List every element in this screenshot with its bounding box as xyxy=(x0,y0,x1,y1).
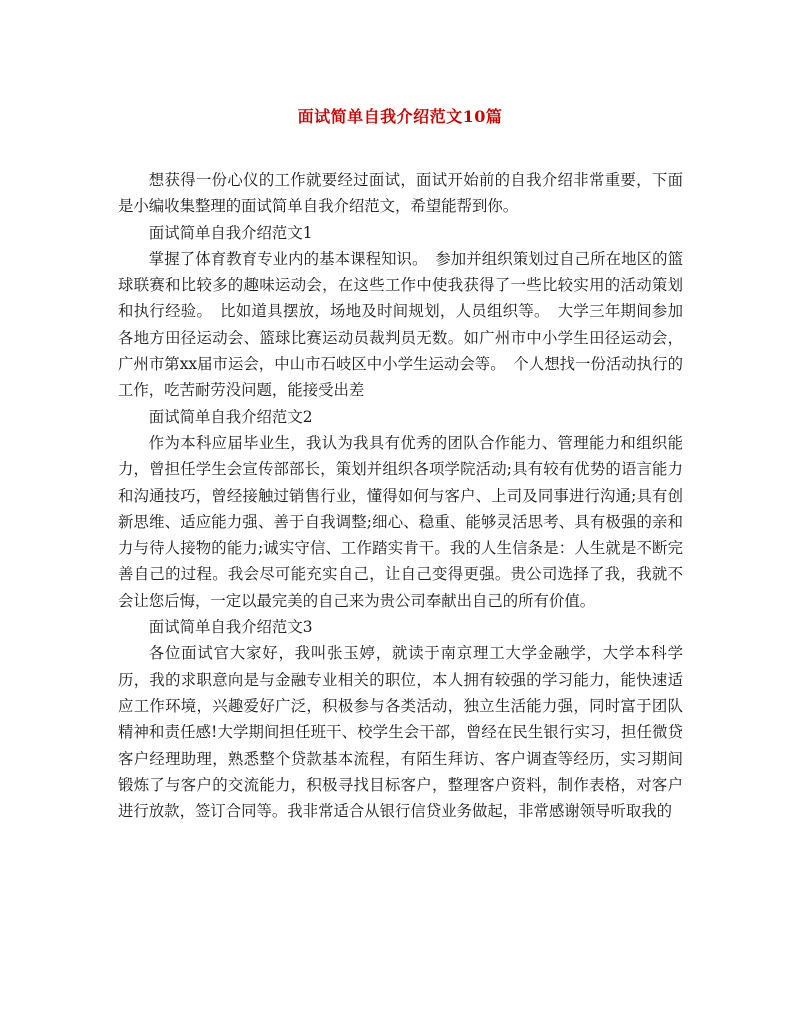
section-heading-2: 面试简单自我介绍范文2 xyxy=(148,407,313,426)
section-paragraph-3: 各位面试官大家好，我叫张玉婷，就读于南京理工大学金融学，大学本科学历，我的求职意向是与金融专业相关的职位，本人拥有较强的学习能力，能快速适应工作环境，兴趣爱好广泛，积极参与各类活动，独立生活能力强，同时富于团队精神和责任感!大学期间担任班干、校学生会干部，曾经在民生银行实习，担任微贷客户经理助理，熟悉整个贷款基本流程，有陌生拜访、客户调查等经历，实习期间锻炼了与客户的交流能力，积极寻找目标客户，整理客户资料，制作表格，对客户进行放款，签订合同等。我非常适合从银行信贷业务做起，非常感谢领导听取我的 xyxy=(118,644,683,821)
document-body xyxy=(118,167,683,824)
section-heading-1: 面试简单自我介绍范文1 xyxy=(148,223,313,242)
section-heading-3: 面试简单自我介绍范文3 xyxy=(148,618,313,637)
intro-paragraph: 想获得一份心仪的工作就要经过面试，面试开始前的自我介绍非常重要，下面是小编收集整理的面试简单自我介绍范文，希望能帮到你。 xyxy=(118,171,683,216)
section-paragraph-1: 掌握了体育教育专业内的基本课程知识。 参加并组织策划过自己所在地区的篮球联赛和比较多的趣味运动会，在这些工作中使我获得了一些比较实用的活动策划和执行经验。 比如道具摆放，场地及时间规划，人员组织等。 大学三年期间参加各地方田径运动会、篮球比赛运动员裁判员无数。如广州市中小学生田径运动会，广州市第xx届市运会，中山市石岐区中小学生运动会等。 个人想找一份活动执行的工作，吃苦耐劳没问题，能接受出差 xyxy=(118,249,683,400)
section-paragraph-2: 作为本科应届毕业生，我认为我具有优秀的团队合作能力、管理能力和组织能力，曾担任学生会宣传部部长，策划并组织各项学院活动;具有较有优势的语言能力和沟通技巧，曾经接触过销售行业，懂得如何与客户、上司及同事进行沟通;具有创新思维、适应能力强、善于自我调整;细心、稳重、能够灵活思考、具有极强的亲和力与待人接物的能力;诚实守信、工作踏实肯干。我的人生信条是：人生就是不断完善自己的过程。我会尽可能充实自己，让自己变得更强。贵公司选择了我，我就不会让您后悔，一定以最完美的自己来为贵公司奉献出自己的所有价值。 xyxy=(118,433,683,610)
document-title: 面试简单自我介绍范文10篇 xyxy=(297,107,503,126)
